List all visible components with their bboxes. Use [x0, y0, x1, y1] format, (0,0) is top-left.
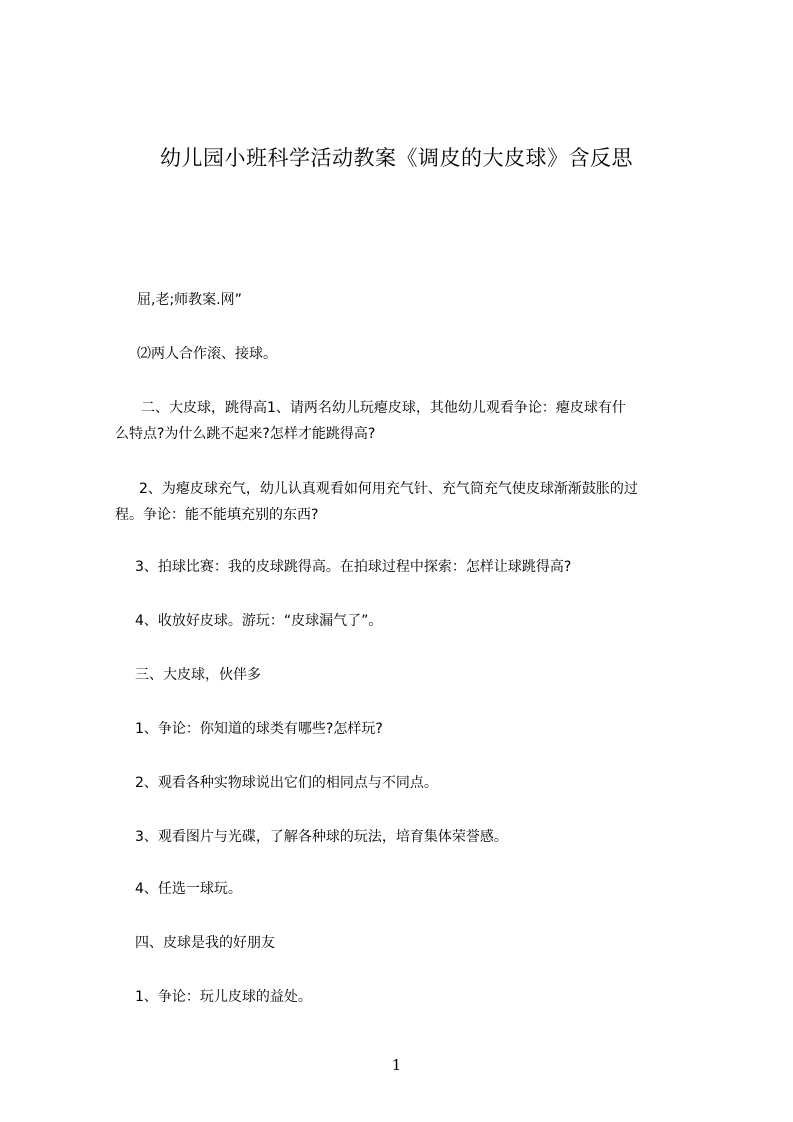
paragraph-bounce-contest: 3、拍球比赛：我的皮球跳得高。在拍球过程中探索：怎样让球跳得高?: [135, 559, 572, 575]
paragraph-inflate-line1: 2、为瘪皮球充气，幼儿认真观看如何用充气针、充气筒充气使皮球渐渐鼓胀的过: [139, 481, 638, 497]
paragraph-pass-ball: ⑵两人合作滚、接球。: [137, 346, 277, 362]
paragraph-watch-pictures: 3、观看图片与光碟，了解各种球的玩法，培育集体荣誉感。: [135, 829, 508, 845]
paragraph-section-three: 三、大皮球，伙伴多: [135, 667, 261, 683]
document-title: 幼儿园小班科学活动教案《调皮的大皮球》含反思: [160, 146, 633, 170]
paragraph-compare-balls: 2、观看各种实物球说出它们的相同点与不同点。: [135, 775, 438, 791]
paragraph-free-play: 4、任选一球玩。: [135, 881, 242, 897]
paragraph-put-away: 4、收放好皮球。游玩：“皮球漏气了”。: [135, 613, 383, 629]
paragraph-benefits: 1、争论：玩儿皮球的益处。: [135, 989, 312, 1005]
paragraph-section-two-line1: 二、大皮球，跳得高1、请两名幼儿玩瘪皮球，其他幼儿观看争论：瘪皮球有什: [141, 400, 626, 416]
paragraph-section-four: 四、皮球是我的好朋友: [135, 935, 275, 951]
page-number: 1: [391, 1056, 402, 1074]
paragraph-section-two-line2: 么特点?为什么跳不起来?怎样才能跳得高?: [115, 426, 376, 442]
paragraph-source-note: 屈,老;师教案.网”: [137, 292, 242, 308]
paragraph-ball-types: 1、争论：你知道的球类有哪些?怎样玩?: [135, 721, 383, 737]
paragraph-inflate-line2: 程。争论：能不能填充别的东西?: [115, 507, 319, 523]
